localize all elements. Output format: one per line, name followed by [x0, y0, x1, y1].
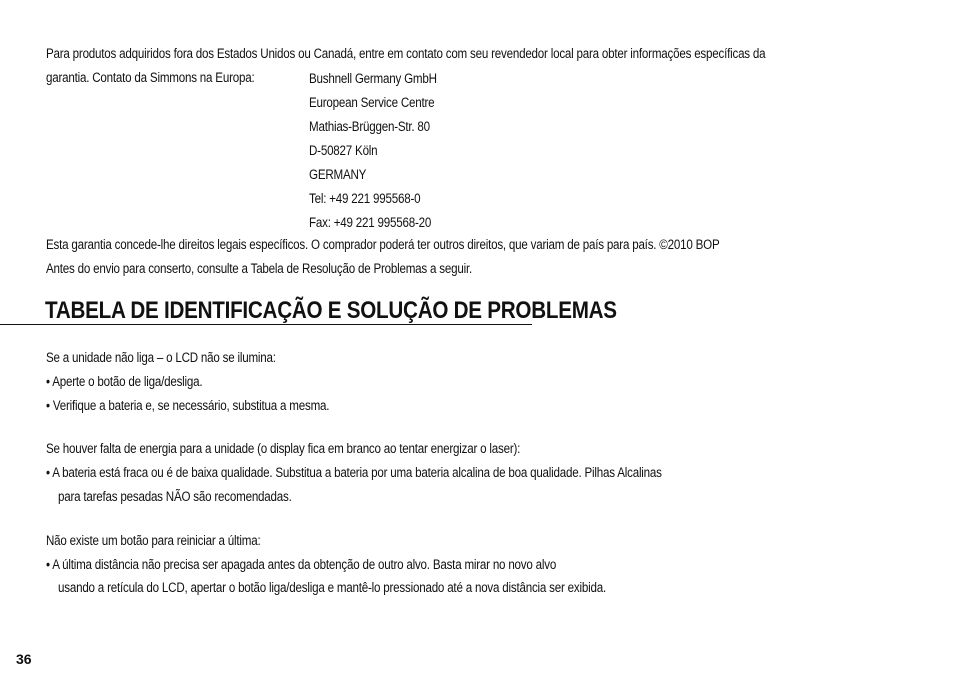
- heading-underline: [0, 324, 532, 325]
- section-title: Se a unidade não liga – o LCD não se ilumina:: [46, 350, 276, 365]
- address-street: Mathias-Brüggen-Str. 80: [309, 119, 430, 134]
- address-fax: Fax: +49 221 995568-20: [309, 215, 432, 230]
- address-centre: European Service Centre: [309, 95, 435, 110]
- address-company: Bushnell Germany GmbH: [309, 71, 437, 86]
- bullet-item: • Aperte o botão de liga/desliga.: [46, 374, 203, 389]
- address-city: D-50827 Köln: [309, 143, 378, 158]
- section-title: Não existe um botão para reiniciar a última:: [46, 533, 261, 548]
- warranty-rights-text: Esta garantia concede-lhe direitos legais específicos. O comprador poderá ter outros direitos, que variam de país para país. ©2010 BOP: [46, 237, 720, 252]
- intro-line-1: Para produtos adquiridos fora dos Estados Unidos ou Canadá, entre em contato com seu revendedor local para obter informações específicas da: [46, 46, 766, 61]
- bullet-item: • Verifique a bateria e, se necessário, substitua a mesma.: [46, 398, 330, 413]
- repair-note-text: Antes do envio para conserto, consulte a Tabela de Resolução de Problemas a seguir.: [46, 261, 472, 276]
- intro-line-2: garantia. Contato da Simmons na Europa:: [46, 70, 255, 85]
- section-heading: TABELA DE IDENTIFICAÇÃO E SOLUÇÃO DE PROBLEMAS: [45, 297, 617, 324]
- bullet-continuation: para tarefas pesadas NÃO são recomendadas.: [58, 489, 292, 504]
- address-country: GERMANY: [309, 167, 367, 182]
- bullet-item: • A última distância não precisa ser apagada antes da obtenção de outro alvo. Basta mirar no novo alvo: [46, 557, 557, 572]
- section-title: Se houver falta de energia para a unidade (o display fica em branco ao tentar energizar o laser):: [46, 441, 521, 456]
- address-phone: Tel: +49 221 995568-0: [309, 191, 421, 206]
- page-number: 36: [16, 651, 32, 667]
- bullet-item: • A bateria está fraca ou é de baixa qualidade. Substitua a bateria por uma bateria alcalina de boa qualidade. Pilhas Alcalinas: [46, 465, 662, 480]
- bullet-continuation: usando a retícula do LCD, apertar o botão liga/desliga e mantê-lo pressionado até a nova distância ser exibida.: [58, 580, 606, 595]
